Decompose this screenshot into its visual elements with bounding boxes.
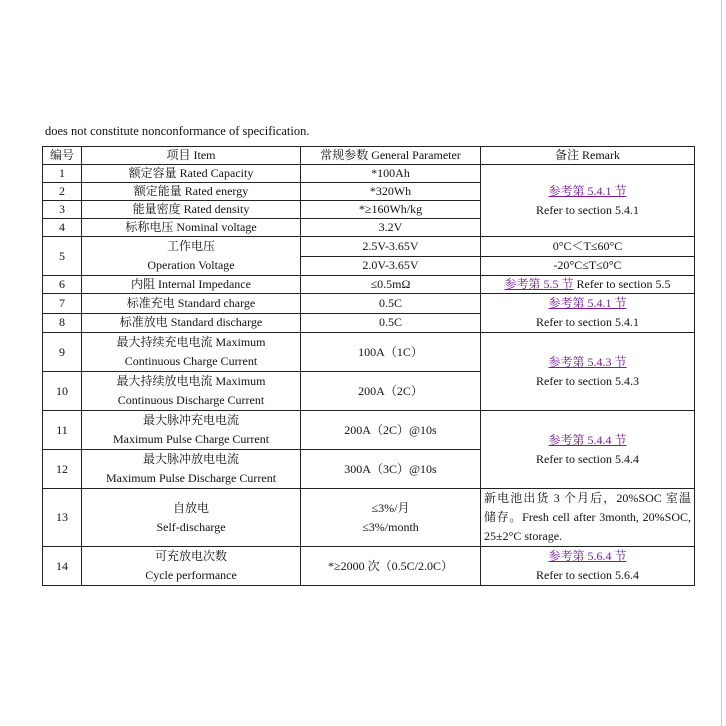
row-param: [301, 489, 481, 547]
row-remark: [481, 547, 695, 586]
remark-text: Refer to section 5.5: [573, 277, 671, 291]
row-param: 3.2V: [301, 219, 481, 237]
row-param: 2.0V-3.65V: [301, 256, 481, 276]
row-no: 3: [43, 201, 82, 219]
table-row: [43, 547, 695, 586]
item-cn: 自放电: [172, 500, 209, 515]
row-no: 11: [43, 411, 82, 450]
item-en: Operation Voltage: [147, 258, 235, 272]
row-item: [82, 547, 301, 586]
intro-text: does not constitute nonconformance of specification.: [45, 124, 310, 138]
spec-table: [42, 146, 695, 586]
header-remark: 备注 Remark: [481, 147, 695, 165]
page-edge: [721, 0, 726, 726]
remark-cell-group4: [481, 411, 695, 489]
remark-link[interactable]: 参考第 5.4.3 节: [548, 354, 627, 369]
row-param: 2.5V-3.65V: [301, 237, 481, 257]
table-row: [43, 489, 695, 547]
remark-text: Refer to section 5.4.3: [536, 373, 639, 388]
row-no: 6: [43, 276, 82, 294]
row-param: *≥2000 次（0.5C/2.0C）: [301, 547, 481, 586]
remark-line: 25±2°C storage.: [484, 529, 563, 543]
table-row: [43, 165, 695, 183]
remark-link[interactable]: 参考第 5.4.1 节: [548, 296, 627, 310]
remark-line: 新电池出货 3 个月后，20%SOC 室温: [484, 491, 691, 505]
item-cn: 最大脉冲充电电流: [142, 413, 239, 427]
row-no: 9: [43, 333, 82, 372]
remark-line: 储存。Fresh cell after 3month, 20%SOC,: [484, 510, 691, 524]
remark-text: Refer to section 5.4.4: [536, 451, 639, 466]
header-param: 常规参数 General Parameter: [301, 147, 481, 165]
row-item: 内阻 Internal Impedance: [82, 276, 301, 294]
row-param: *≥160Wh/kg: [301, 201, 481, 219]
row-item: 额定能量 Rated energy: [82, 183, 301, 201]
item-cn: 可充放电次数: [154, 549, 227, 563]
header-no: 编号: [43, 147, 82, 165]
row-item: 标准放电 Standard discharge: [82, 313, 301, 333]
table-row: [43, 411, 695, 450]
header-item: 项目 Item: [82, 147, 301, 165]
remark-cell-group1: [481, 165, 695, 237]
row-param: 0.5C: [301, 294, 481, 314]
row-no: 7: [43, 294, 82, 314]
row-no: 14: [43, 547, 82, 586]
remark-link[interactable]: 参考第 5.4.1 节: [548, 183, 627, 198]
row-item: 能量密度 Rated density: [82, 201, 301, 219]
remark-text: Refer to section 5.4.1: [536, 315, 639, 329]
item-en: Cycle performance: [145, 568, 237, 582]
remark-link[interactable]: 参考第 5.4.4 节: [548, 432, 627, 447]
row-item: [82, 333, 301, 372]
row-item: [82, 450, 301, 489]
row-param: 300A（3C）@10s: [301, 450, 481, 489]
row-item: 标准充电 Standard charge: [82, 294, 301, 314]
row-no: 10: [43, 372, 82, 411]
row-item: 标称电压 Nominal voltage: [82, 219, 301, 237]
row-param: 100A（1C）: [301, 333, 481, 372]
row-param: 0.5C: [301, 313, 481, 333]
remark-link[interactable]: 参考第 5.6.4 节: [548, 549, 627, 563]
remark-text: Refer to section 5.6.4: [536, 568, 639, 582]
row-remark: [481, 489, 695, 547]
remark-cell-group2: [481, 294, 695, 333]
row-item: [82, 237, 301, 276]
param-cn: ≤3%/月: [371, 500, 410, 515]
row-item: [82, 489, 301, 547]
item-en: Continuous Charge Current: [124, 354, 258, 368]
param-en: ≤3%/month: [362, 519, 419, 534]
item-en: Maximum Pulse Discharge Current: [105, 471, 277, 485]
item-en: Self-discharge: [156, 519, 226, 534]
row-remark: [481, 276, 695, 294]
row-param: ≤0.5mΩ: [301, 276, 481, 294]
row-no: 5: [43, 237, 82, 276]
item-cn: 最大脉冲放电电流: [142, 452, 239, 466]
row-item: [82, 372, 301, 411]
remark-cell-group3: [481, 333, 695, 411]
row-item: 额定容量 Rated Capacity: [82, 165, 301, 183]
remark-text: Refer to section 5.4.1: [536, 202, 639, 217]
row-remark: -20°C≤T≤0°C: [481, 256, 695, 276]
table-header-row: [43, 147, 695, 165]
item-cn: 最大持续放电电流 Maximum: [116, 374, 266, 388]
item-en: Maximum Pulse Charge Current: [112, 432, 270, 446]
row-no: 13: [43, 489, 82, 547]
item-cn: 工作电压: [166, 239, 215, 253]
table-row: [43, 294, 695, 314]
row-param: 200A（2C）: [301, 372, 481, 411]
row-param: *100Ah: [301, 165, 481, 183]
row-no: 12: [43, 450, 82, 489]
item-en: Continuous Discharge Current: [117, 393, 265, 407]
table-row: [43, 333, 695, 372]
row-no: 8: [43, 313, 82, 333]
table-row: [43, 237, 695, 257]
table-row: [43, 276, 695, 294]
row-no: 2: [43, 183, 82, 201]
row-no: 1: [43, 165, 82, 183]
row-remark: 0°C＜T≤60°C: [481, 237, 695, 257]
row-no: 4: [43, 219, 82, 237]
row-param: 200A（2C）@10s: [301, 411, 481, 450]
row-item: [82, 411, 301, 450]
item-cn: 最大持续充电电流 Maximum: [116, 335, 266, 349]
row-param: *320Wh: [301, 183, 481, 201]
remark-link[interactable]: 参考第 5.5 节: [504, 277, 574, 291]
